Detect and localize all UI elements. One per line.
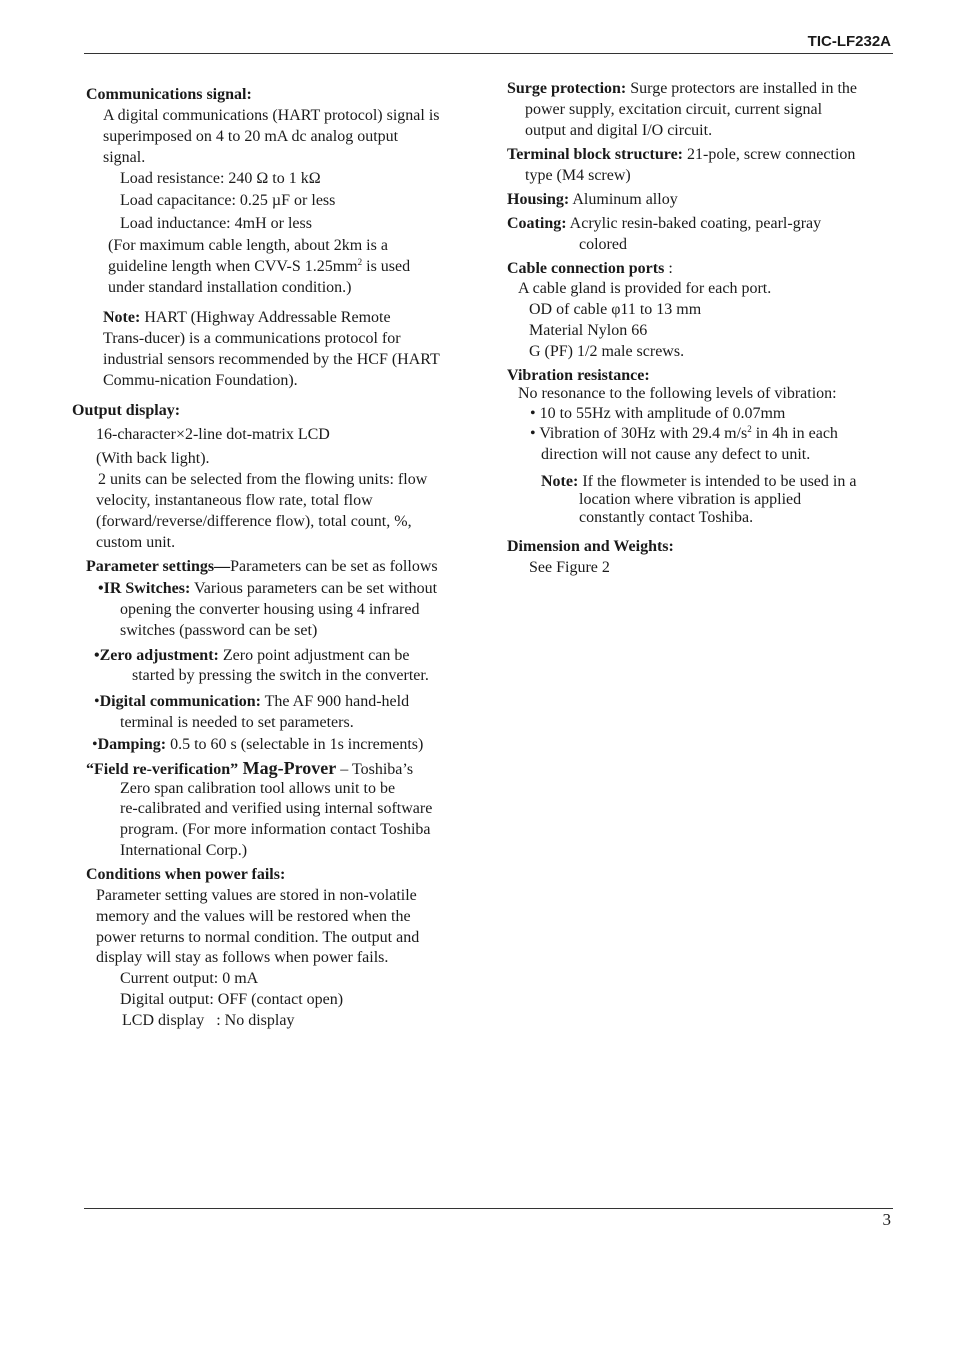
field-reverification-item: re-calibrated and verified using internal software [120, 800, 433, 817]
power-fail-text: Parameter setting values are stored in non-volatile [96, 887, 417, 904]
coating-item: Coating: Acrylic resin-baked coating, pearl-gray [507, 215, 822, 232]
terminal-block-item: Terminal block structure: 21-pole, screw connection [507, 146, 856, 163]
output-display-heading: Output display: [72, 402, 181, 419]
load-resistance: Load resistance: 240 Ω to 1 kΩ [120, 170, 321, 187]
page-number: 3 [882, 1210, 891, 1229]
zero-adjustment-item: •Zero adjustment: Zero point adjustment can be [94, 647, 410, 664]
output-display-text: (With back light). [96, 450, 210, 467]
terminal-block-item: type (M4 screw) [525, 167, 631, 184]
header-rule [84, 53, 893, 54]
cable-ports-text: G (PF) 1/2 male screws. [529, 343, 685, 360]
output-display-text: 16-character×2-line dot-matrix LCD [96, 426, 330, 443]
digital-communication-item: •Digital communication: The AF 900 hand-held [94, 693, 410, 710]
output-display-text: 2 units can be selected from the flowing units: flow [98, 471, 428, 488]
dimension-heading: Dimension and Weights: [507, 538, 674, 555]
output-display-text: velocity, instantaneous flow rate, total flow [96, 492, 373, 509]
power-fail-text: power returns to normal condition. The output and [96, 929, 420, 946]
comm-signal-text: A digital communications (HART protocol) signal is [103, 107, 440, 124]
parameter-settings-heading: Parameter settings—Parameters can be set as follows [86, 558, 438, 575]
power-fail-heading: Conditions when power fails: [86, 866, 286, 883]
cable-length-text: under standard installation condition.) [108, 279, 352, 296]
cable-ports-text: A cable gland is provided for each port. [518, 280, 772, 297]
current-output-state: Current output: 0 mA [120, 970, 259, 987]
surge-protection-item: Surge protection: Surge protectors are installed in the [507, 80, 857, 97]
vibration-heading: Vibration resistance: [507, 367, 650, 384]
footer-rule [84, 1208, 893, 1209]
vibration-bullet: direction will not cause any defect to unit. [541, 446, 811, 463]
power-fail-text: display will stay as follows when power fails. [96, 949, 389, 966]
field-reverification-item: “Field re-verification” Mag-Prover – Toshiba’s [86, 758, 414, 778]
ir-switches-item: opening the converter housing using 4 infrared [120, 601, 420, 618]
output-display-text: custom unit. [96, 534, 176, 551]
comm-signal-text: superimposed on 4 to 20 mA dc analog output [103, 128, 399, 145]
load-capacitance: Load capacitance: 0.25 µF or less [120, 192, 336, 209]
surge-protection-item: power supply, excitation circuit, current signal [525, 101, 823, 118]
damping-item: •Damping: 0.5 to 60 s (selectable in 1s increments) [92, 736, 424, 753]
vibration-bullet: • Vibration of 30Hz with 29.4 $m/s^2$ in 4h in each [530, 424, 838, 442]
digital-communication-item: terminal is needed to set parameters. [120, 714, 354, 731]
hart-note: Note: HART (Highway Addressable Remote [103, 309, 391, 326]
zero-adjustment-item: started by pressing the switch in the converter. [132, 667, 429, 684]
vibration-note: location where vibration is applied [579, 491, 802, 508]
field-reverification-item: program. (For more information contact Toshiba [120, 821, 431, 838]
load-inductance: Load inductance: 4mH or less [120, 215, 312, 232]
vibration-text: No resonance to the following levels of vibration: [518, 385, 837, 402]
field-reverification-item: Zero span calibration tool allows unit to be [120, 780, 396, 797]
cable-ports-text: OD of cable φ11 to 13 mm [529, 301, 702, 318]
field-reverification-item: International Corp.) [120, 842, 248, 859]
vibration-note: Note: If the flowmeter is intended to be used in a [541, 473, 857, 490]
surge-protection-item: output and digital I/O circuit. [525, 122, 713, 139]
digital-output-state: Digital output: OFF (contact open) [120, 991, 344, 1008]
document-id: TIC-LF232A [807, 33, 891, 50]
cable-length-text: guideline length when CVV-S $1.25mm^2$ is used [108, 257, 411, 275]
hart-note: Trans-ducer) is a communications protocol for [103, 330, 401, 347]
comm-signal-heading: Communications signal: [86, 86, 252, 103]
ir-switches-item: •IR Switches: Various parameters can be set without [98, 580, 438, 597]
vibration-bullet: • 10 to 55Hz with amplitude of 0.07mm [530, 405, 786, 422]
cable-ports-text: Material Nylon 66 [529, 322, 648, 339]
hart-note: industrial sensors recommended by the HCF (HART [103, 351, 440, 368]
ir-switches-item: switches (password can be set) [120, 622, 318, 639]
coating-item: colored [579, 236, 627, 253]
housing-item: Housing: Aluminum alloy [507, 191, 678, 208]
hart-note: Commu-nication Foundation). [103, 372, 298, 389]
dimension-text: See Figure 2 [529, 559, 610, 576]
lcd-display-state: LCD display : No display [122, 1012, 295, 1029]
cable-ports-heading: Cable connection ports : [507, 260, 673, 277]
comm-signal-text: signal. [103, 149, 146, 166]
vibration-note: constantly contact Toshiba. [579, 509, 754, 526]
power-fail-text: memory and the values will be restored when the [96, 908, 411, 925]
output-display-text: (forward/reverse/difference flow), total count, %, [96, 513, 412, 530]
cable-length-text: (For maximum cable length, about 2km is a [108, 237, 388, 254]
